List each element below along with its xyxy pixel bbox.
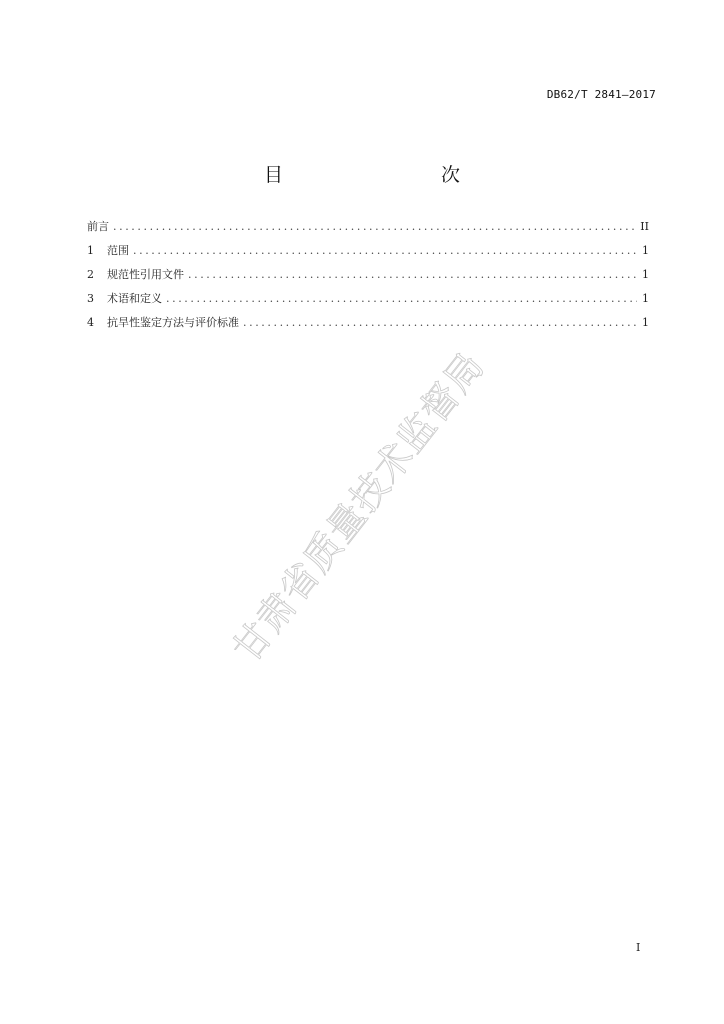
toc-entry-identification-methods[interactable] <box>87 314 649 338</box>
watermark: 甘肃省质量技术监督局 <box>224 344 493 671</box>
toc-entry-number: 2 <box>87 268 94 281</box>
toc-entry-number: 1 <box>87 244 94 257</box>
toc-entry-page: 1 <box>642 292 649 305</box>
toc-entry-label: 抗旱性鉴定方法与评价标准 <box>107 316 239 329</box>
dot-leader <box>133 244 637 257</box>
toc-entry-page: 1 <box>642 244 649 257</box>
toc-entry-page: 1 <box>642 268 649 281</box>
toc-entry-terms-definitions[interactable] <box>87 290 649 314</box>
document-code: DB62/T 2841—2017 <box>546 88 656 101</box>
toc-entry-label: 范围 <box>107 244 129 257</box>
toc-title: 目 次 <box>263 164 500 186</box>
dot-leader <box>188 268 637 281</box>
toc-entry-foreword[interactable] <box>87 218 649 242</box>
toc-entry-page: II <box>640 220 649 233</box>
toc-entry-normative-references[interactable] <box>87 266 649 290</box>
toc-entry-number: 4 <box>87 316 94 329</box>
page-number: I <box>636 941 641 954</box>
dot-leader <box>243 316 637 329</box>
toc-entry-label: 规范性引用文件 <box>107 268 184 281</box>
toc-entry-page: 1 <box>642 316 649 329</box>
toc-entry-label: 前言 <box>87 220 109 233</box>
toc-entry-number: 3 <box>87 292 94 305</box>
toc-entry-label: 术语和定义 <box>107 292 162 305</box>
dot-leader <box>166 292 637 305</box>
toc-entry-scope[interactable] <box>87 242 649 266</box>
table-of-contents <box>87 218 649 338</box>
dot-leader <box>113 220 636 233</box>
